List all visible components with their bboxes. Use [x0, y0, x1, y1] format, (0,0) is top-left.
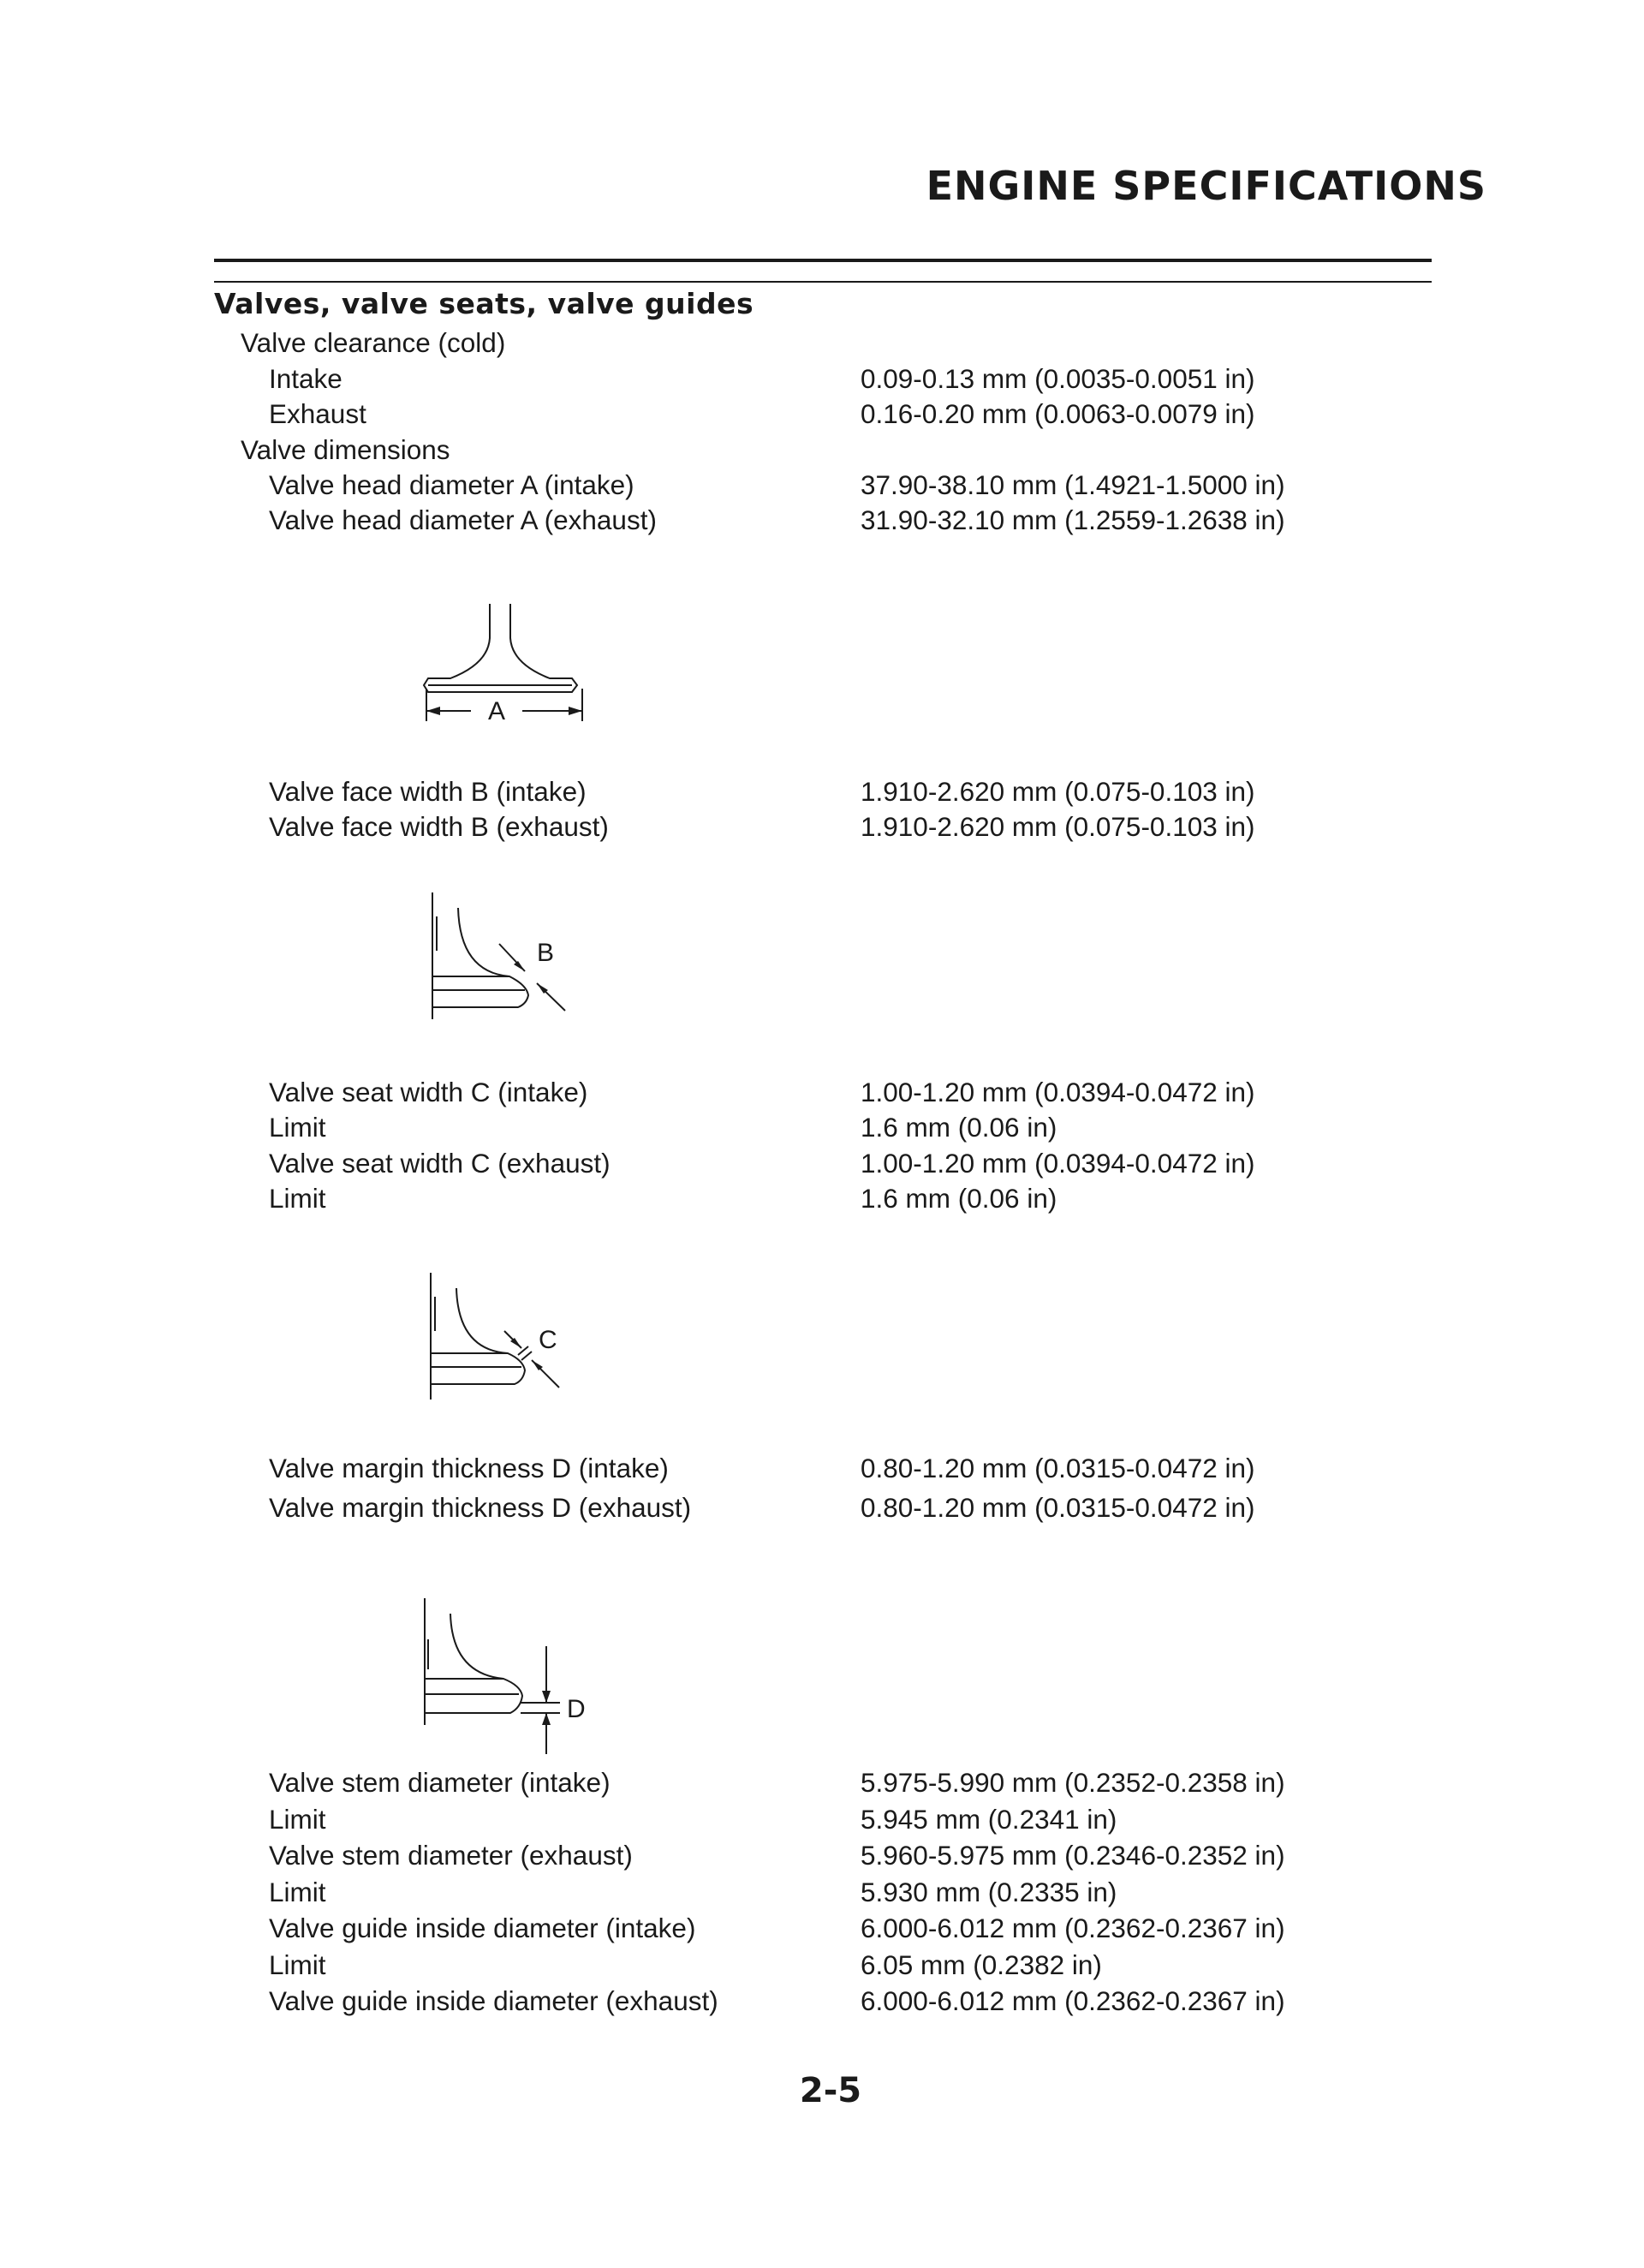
spec-value: 0.09-0.13 mm (0.0035-0.0051 in)	[861, 363, 1255, 394]
spec-label: Valve seat width C (intake)	[269, 1077, 588, 1107]
spec-label: Limit	[269, 1877, 326, 1907]
spec-value: 1.00-1.20 mm (0.0394-0.0472 in)	[861, 1148, 1255, 1179]
spec-value: 1.910-2.620 mm (0.075-0.103 in)	[861, 776, 1255, 807]
spec-label: Intake	[269, 363, 342, 394]
spec-value: 31.90-32.10 mm (1.2559-1.2638 in)	[861, 504, 1285, 535]
spec-label: Valve seat width C (exhaust)	[269, 1148, 611, 1179]
spec-value: 1.6 mm (0.06 in)	[861, 1112, 1057, 1143]
spec-value: 0.80-1.20 mm (0.0315-0.0472 in)	[861, 1453, 1255, 1483]
spec-value: 1.00-1.20 mm (0.0394-0.0472 in)	[861, 1077, 1255, 1107]
page-number: 2-5	[799, 2071, 862, 2110]
spec-value: 5.930 mm (0.2335 in)	[861, 1877, 1117, 1907]
page-title: ENGINE SPECIFICATIONS	[926, 163, 1486, 209]
spec-value: 6.000-6.012 mm (0.2362-0.2367 in)	[861, 1913, 1285, 1943]
group-label-valve-clearance: Valve clearance (cold)	[241, 327, 506, 358]
valve-head-diameter-diagram	[420, 600, 591, 728]
header-rule-thick	[214, 259, 1432, 262]
spec-value: 1.6 mm (0.06 in)	[861, 1183, 1057, 1214]
spec-value: 0.16-0.20 mm (0.0063-0.0079 in)	[861, 398, 1255, 429]
dimension-label-d: D	[567, 1695, 586, 1723]
spec-label: Valve stem diameter (intake)	[269, 1767, 611, 1798]
spec-value: 37.90-38.10 mm (1.4921-1.5000 in)	[861, 469, 1285, 500]
spec-label: Exhaust	[269, 398, 366, 429]
group-label-valve-dimensions: Valve dimensions	[241, 434, 450, 465]
dimension-label-b: B	[537, 939, 555, 967]
spec-value: 6.05 mm (0.2382 in)	[861, 1949, 1102, 1980]
spec-label: Valve guide inside diameter (intake)	[269, 1913, 696, 1943]
spec-label: Valve margin thickness D (exhaust)	[269, 1492, 692, 1523]
spec-value: 5.975-5.990 mm (0.2352-0.2358 in)	[861, 1767, 1285, 1798]
spec-label: Valve head diameter A (exhaust)	[269, 504, 657, 535]
spec-label: Limit	[269, 1112, 326, 1143]
section-title: Valves, valve seats, valve guides	[214, 287, 754, 320]
dimension-label-c: C	[539, 1326, 557, 1354]
dimension-label-a: A	[487, 697, 506, 725]
spec-label: Limit	[269, 1949, 326, 1980]
spec-value: 5.945 mm (0.2341 in)	[861, 1804, 1117, 1835]
spec-label: Limit	[269, 1804, 326, 1835]
header-rule-thin	[214, 281, 1432, 283]
spec-label: Valve guide inside diameter (exhaust)	[269, 1985, 718, 2016]
spec-label: Valve face width B (exhaust)	[269, 811, 609, 842]
spec-label: Valve stem diameter (exhaust)	[269, 1840, 633, 1871]
spec-value: 1.910-2.620 mm (0.075-0.103 in)	[861, 811, 1255, 842]
spec-value: 0.80-1.20 mm (0.0315-0.0472 in)	[861, 1492, 1255, 1523]
valve-seat-width-diagram	[422, 1271, 593, 1408]
spec-value: 6.000-6.012 mm (0.2362-0.2367 in)	[861, 1985, 1285, 2016]
spec-label: Valve head diameter A (intake)	[269, 469, 634, 500]
valve-face-width-diagram	[424, 891, 595, 1028]
spec-label: Valve face width B (intake)	[269, 776, 587, 807]
valve-margin-thickness-diagram	[418, 1597, 606, 1759]
spec-label: Limit	[269, 1183, 326, 1214]
spec-label: Valve margin thickness D (intake)	[269, 1453, 669, 1483]
spec-value: 5.960-5.975 mm (0.2346-0.2352 in)	[861, 1840, 1285, 1871]
